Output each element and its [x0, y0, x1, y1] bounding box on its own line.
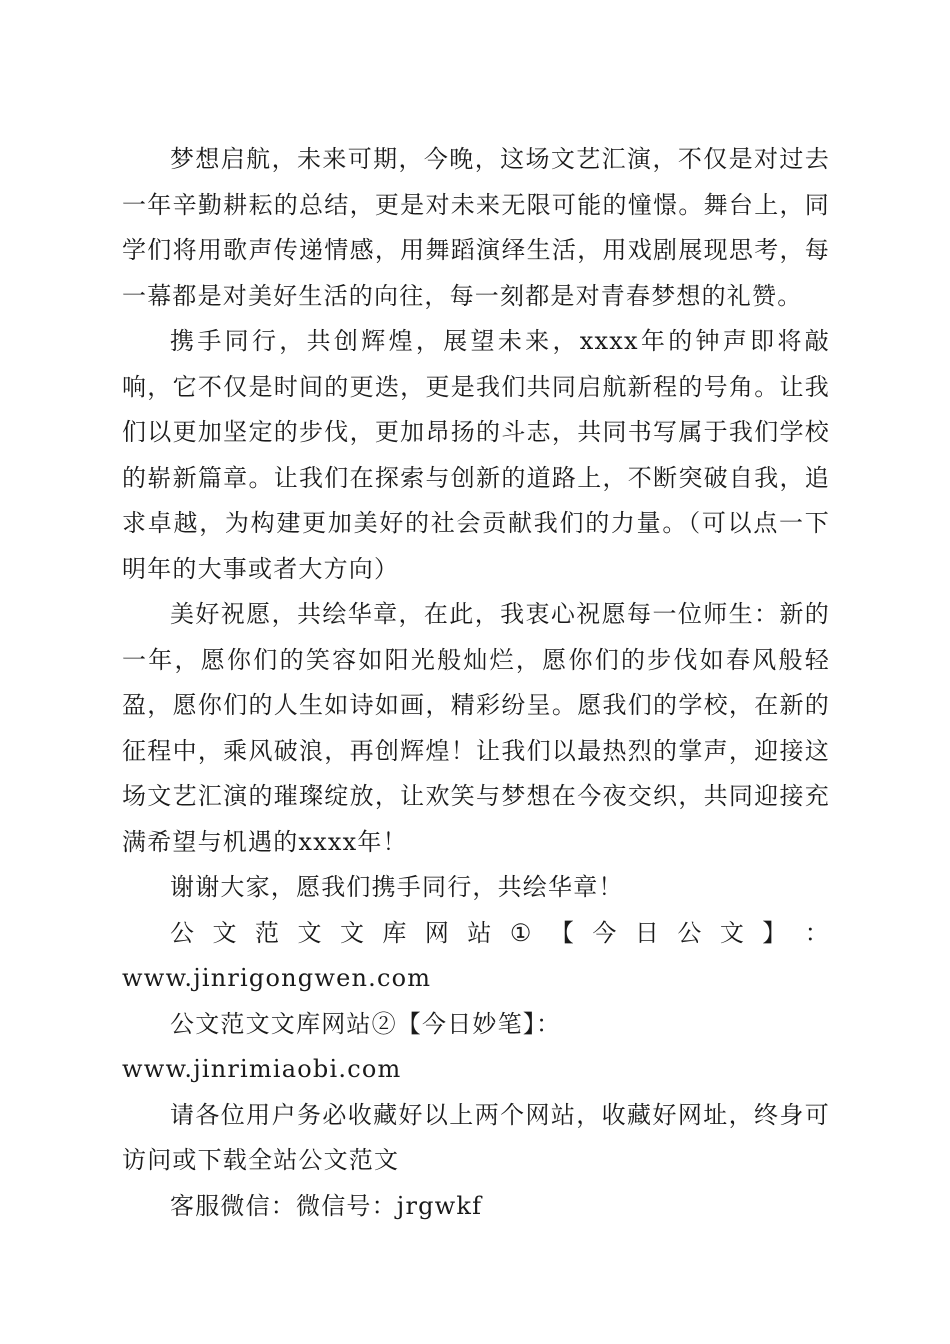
paragraph-dream: 梦想启航，未来可期，今晚，这场文艺汇演，不仅是对过去一年辛勤耕耘的总结，更是对未来无限可能的憧憬。舞台上，同学们将用歌声传递情感，用舞蹈演绎生活，用戏剧展现思考，每一幕都是对美好生活的向往，每一刻都是对青春梦想的礼赞。	[122, 145, 830, 310]
footer-notice: 请各位用户务必收藏好以上两个网站，收藏好网址，终身可访问或下载全站公文范文	[122, 1100, 830, 1174]
footer-site1-url[interactable]: www.jinrigongwen.com	[122, 964, 432, 992]
footer-site2[interactable]: 公文范文文库网站②【今日妙笔】：www.jinrimiaobi.com	[122, 1009, 562, 1083]
footer-site1-label: 公 文 范 文 文 库 网 站 ① 【 今 日 公 文 】 ：	[170, 918, 830, 947]
footer-wechat: 客服微信：微信号：jrgwkf	[170, 1191, 483, 1220]
paragraph-thanks: 谢谢大家，愿我们携手同行，共绘华章！	[170, 873, 624, 901]
paragraph-wishes: 美好祝愿，共绘华章，在此，我衷心祝愿每一位师生：新的一年，愿你们的笑容如阳光般灿烂，愿你们的步伐如春风般轻盈，愿你们的人生如诗如画，精彩纷呈。愿我们的学校，在新的征程中，乘风破浪，再创辉煌！让我们以最热烈的掌声，迎接这场文艺汇演的璀璨绽放，让欢笑与梦想在今夜交织，共同迎接充满希望与机遇的xxxx年！	[122, 600, 830, 856]
paragraph-future: 携手同行，共创辉煌，展望未来，xxxx年的钟声即将敲响，它不仅是时间的更迭，更是我们共同启航新程的号角。让我们以更加坚定的步伐，更加昂扬的斗志，共同书写属于我们学校的崭新篇章。让我们在探索与创新的道路上，不断突破自我，追求卓越，为构建更加美好的社会贡献我们的力量。（可以点一下明年的大事或者大方向）	[122, 327, 830, 583]
document-page	[122, 137, 830, 1229]
